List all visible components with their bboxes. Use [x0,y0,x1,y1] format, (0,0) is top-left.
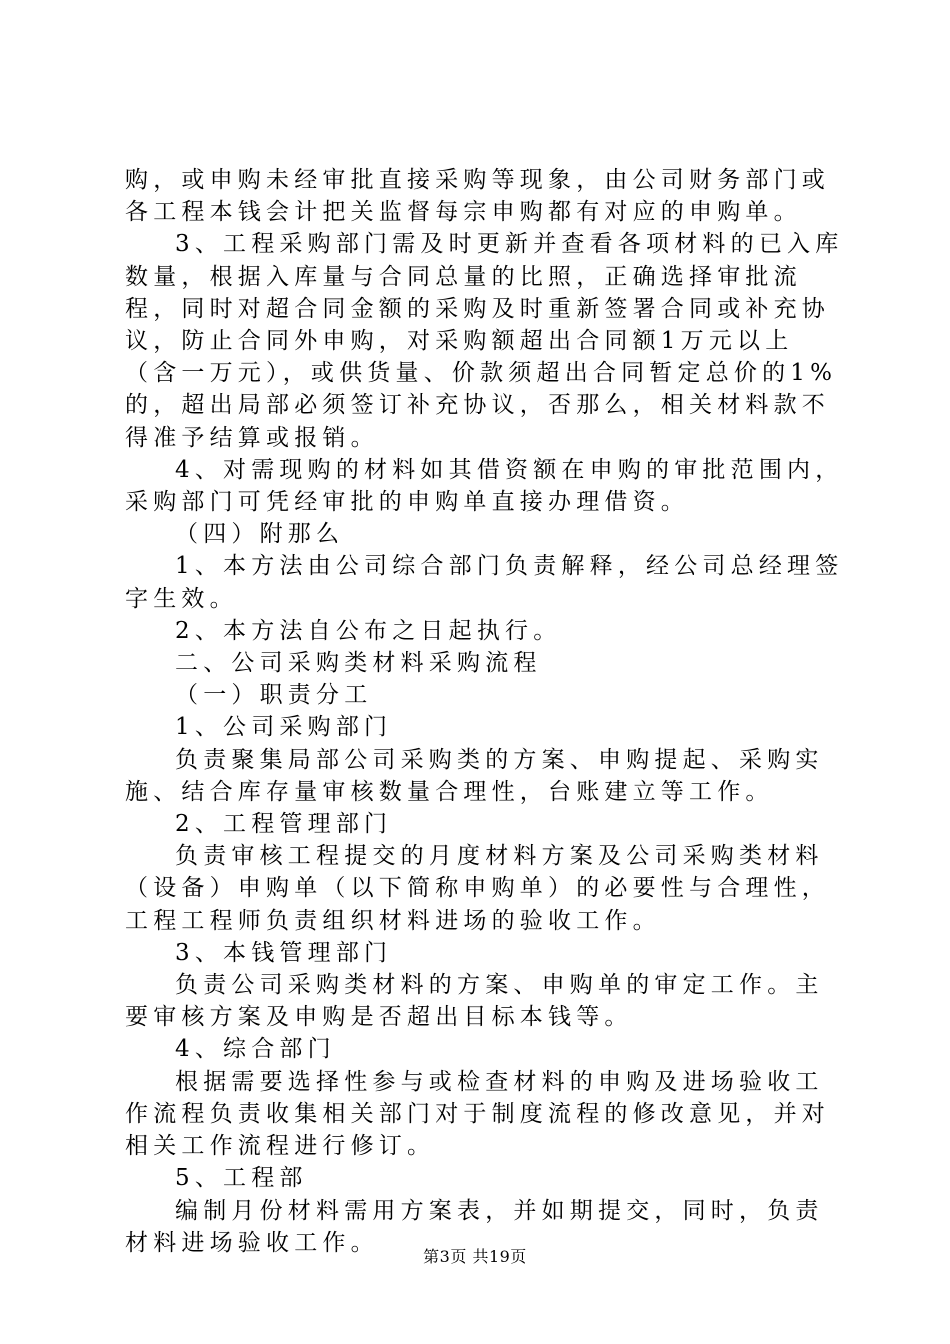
subheading-engineering-dept: 5、工程部 [175,1165,308,1192]
subheading-purchasing-dept: 1、公司采购部门 [175,714,393,741]
paragraph-10: 负责聚集局部公司采购类的方案、申购提起、采购实施、结合库存量审核数量合理性，台账建立等工作。 [125,746,824,805]
section-heading-procurement-flow: 二、公司采购类材料采购流程 [175,650,542,677]
paragraph-16: 根据需要选择性参与或检查材料的申购及进场验收工作流程负责收集相关部门对于制度流程的修改意见，并对相关工作流程进行修订。 [125,1068,830,1160]
paragraph-12: 负责审核工程提交的月度材料方案及公司采购类材料（设备）申购单（以下简称申购单）的必要性与合理性，工程工程师负责组织材料进场的验收工作。 [125,843,830,934]
paragraph-3: 4、对需现购的材料如其借资额在申购的审批范围内，采购部门可凭经审批的申购单直接办理借资。 [125,456,844,516]
paragraph-5: 1、本方法由公司综合部门负责解释，经公司总经理签字生效。 [125,553,844,612]
paragraph-1: 购，或申购未经审批直接采购等现象，由公司财务部门或各工程本钱会计把关监督每宗申购都有对应的申购单。 [125,167,830,226]
subheading-cost-mgmt: 3、本钱管理部门 [175,939,393,966]
paragraph-18: 编制月份材料需用方案表，并如期提交，同时，负责材料进场验收工作。 [125,1197,824,1256]
paragraph-14: 负责公司采购类材料的方案、申购单的审定工作。主要审核方案及申购是否超出目标本钱等。 [125,972,824,1031]
section-heading-appendix: （四）附那么 [175,521,345,548]
paragraph-2: 3、工程采购部门需及时更新并查看各项材料的已入库数量，根据入库量与合同总量的比照，正确选择审批流程，同时对超合同金额的采购及时重新签署合同或补充协议，防止合同外申购，对采购额超出合同额1万元以上（含一万元），或供货量、价款须超出合同暂定总价的1%的，超出局部必须签订补充协议，否那么，相关材料款不得准予结算或报销。 [125,231,844,451]
subheading-general-dept: 4、综合部门 [175,1036,336,1063]
subheading-engineering-mgmt: 2、工程管理部门 [175,811,393,838]
section-heading-responsibilities: （一）职责分工 [175,682,373,709]
page-number-footer: 第3页 共19页 [423,1247,527,1266]
paragraph-6: 2、本方法自公布之日起执行。 [175,617,562,644]
document-body [125,164,845,1259]
